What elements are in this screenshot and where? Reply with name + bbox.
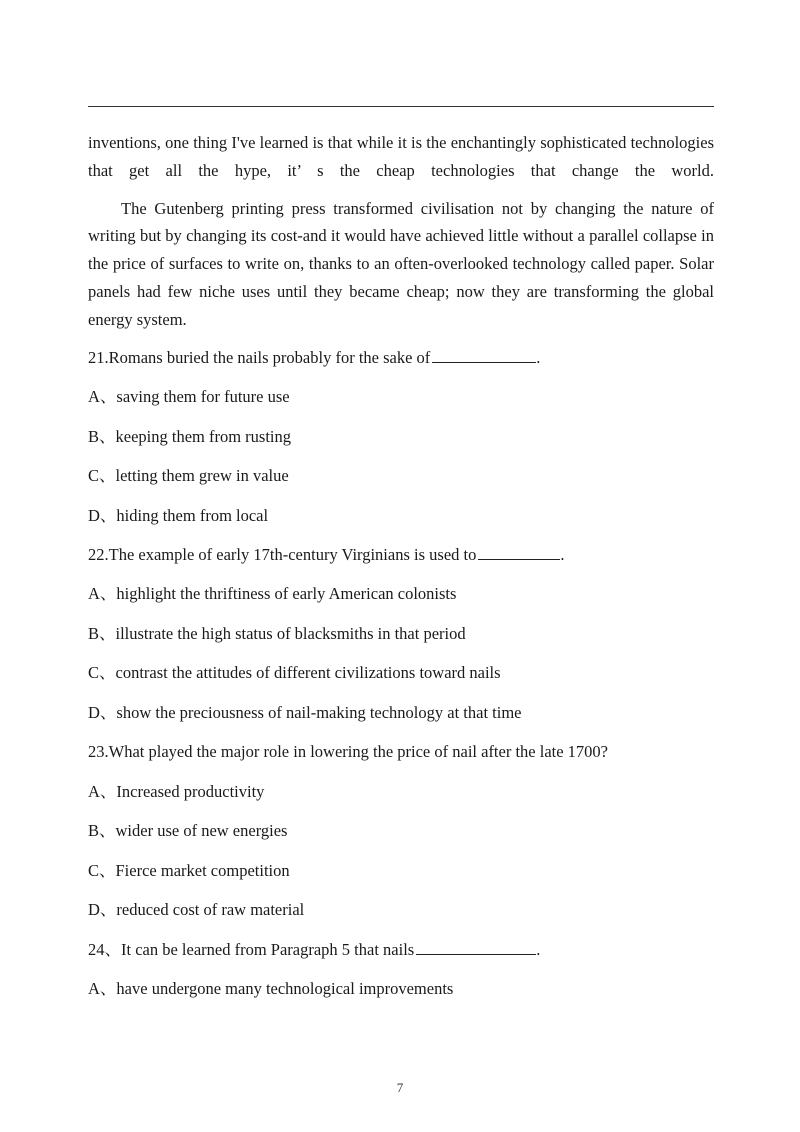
question-24	[88, 936, 714, 964]
passage-paragraph-2: The Gutenberg printing press transformed civilisation not by changing the nature of writing but by changing its cost-and it would have achieved little without a parallel collapse in the price of surfaces to write on, thanks to an often-overlooked technology called paper. Solar panels had few niche uses until they became cheap; now they are transforming the global energy system.	[88, 198, 714, 329]
page-content	[88, 129, 714, 1015]
option-21-d: D、hiding them from local	[88, 505, 269, 525]
header-rule	[88, 106, 714, 107]
question-end: .	[560, 545, 565, 564]
question-22	[88, 541, 714, 569]
option-23-c: C、Fierce market competition	[88, 860, 290, 880]
option-22-c: C、contrast the attitudes of different civilizations toward nails	[88, 663, 501, 683]
option-21-b: B、keeping them from rusting	[88, 426, 292, 446]
option-21-a: A、saving them for future use	[88, 387, 290, 407]
question-stem: 23.What played the major role in lowering the price of nail after the late 1700?	[88, 742, 609, 762]
question-end: .	[536, 347, 541, 367]
option-23-d: D、reduced cost of raw material	[88, 900, 305, 920]
passage-paragraph-1: inventions, one thing I've learned is that while it is the enchantingly sophisticated technologies that get all the hype, it’ s the cheap technologies that change the world.	[88, 133, 714, 180]
question-21	[88, 344, 714, 372]
option-22-b: B、illustrate the high status of blacksmiths in that period	[88, 623, 466, 643]
option-24-a: A、have undergone many technological improvements	[88, 979, 454, 999]
question-stem: 24、It can be learned from Paragraph 5 that nails	[88, 939, 415, 959]
option-22-a: A、highlight the thriftiness of early American colonists	[88, 584, 457, 604]
option-22-d: D、show the preciousness of nail-making technology at that time	[88, 702, 522, 722]
answer-blank	[416, 953, 536, 955]
question-end: .	[536, 939, 541, 959]
page-number: 7	[396, 1080, 404, 1095]
question-stem: 21.Romans buried the nails probably for the sake of	[88, 347, 431, 367]
answer-blank	[432, 361, 536, 363]
question-23	[88, 738, 714, 766]
option-21-c: C、letting them grew in value	[88, 466, 289, 486]
answer-blank	[478, 558, 560, 560]
question-stem: 22.The example of early 17th-century Virginians is used to	[88, 545, 477, 564]
option-23-b: B、wider use of new energies	[88, 821, 288, 841]
option-23-a: A、Increased productivity	[88, 781, 265, 801]
